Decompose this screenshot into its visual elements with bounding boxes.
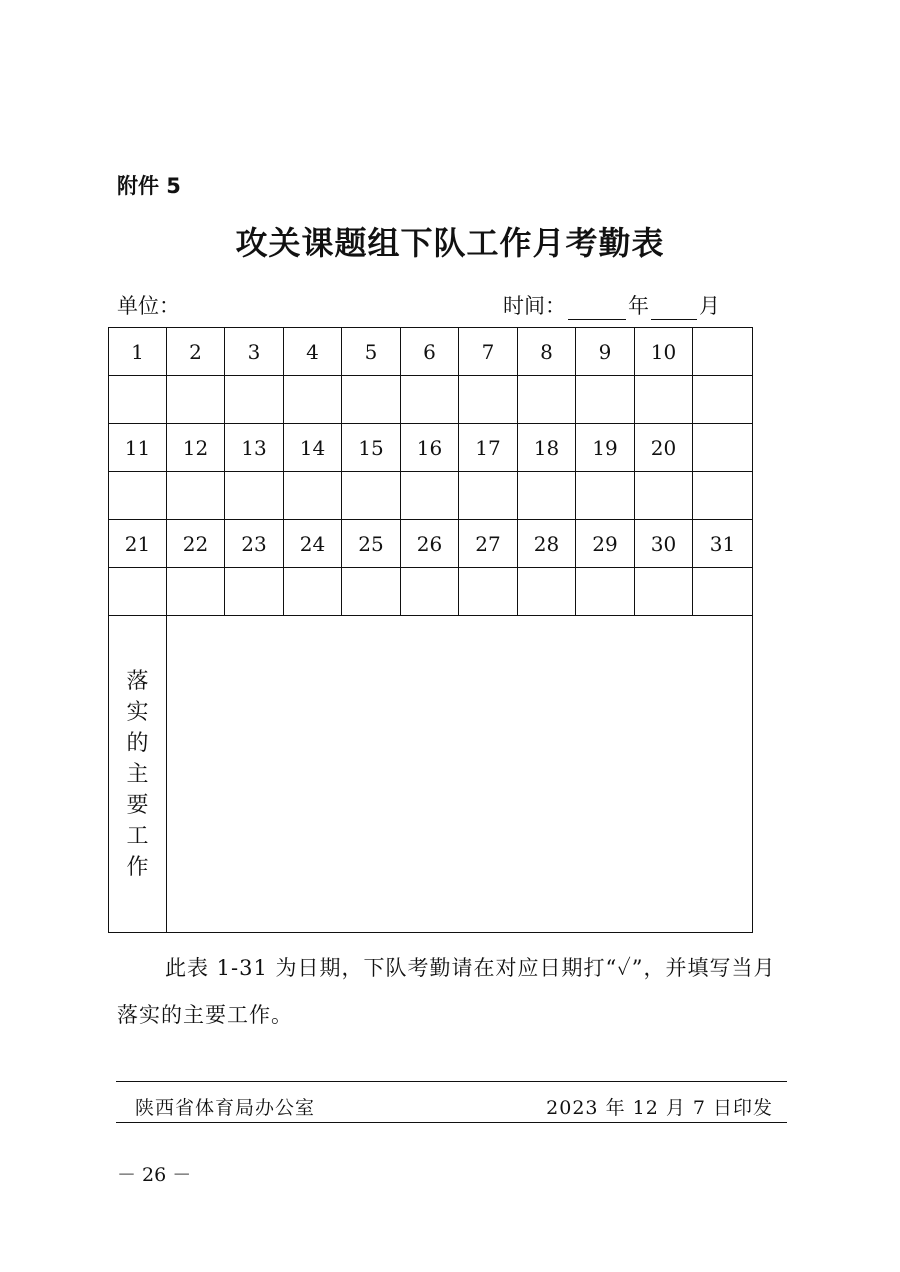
- date-number-cell: 12: [167, 424, 225, 472]
- date-number-cell: 22: [167, 520, 225, 568]
- date-number-cell: 7: [459, 328, 518, 376]
- date-number-row: [109, 520, 753, 568]
- date-number-cell: 4: [284, 328, 342, 376]
- instruction-note: 此表 1-31 为日期，下队考勤请在对应日期打“✓”，并填写当月落实的主要工作。: [117, 956, 776, 1027]
- attendance-check-cell[interactable]: [576, 376, 635, 424]
- attendance-check-cell[interactable]: [459, 376, 518, 424]
- attendance-check-cell[interactable]: [693, 472, 753, 520]
- attendance-check-cell[interactable]: [167, 568, 225, 616]
- attendance-table-body: [109, 328, 753, 933]
- attendance-check-row: [109, 376, 753, 424]
- date-number-cell: 1: [109, 328, 167, 376]
- attendance-check-cell[interactable]: [693, 376, 753, 424]
- work-label-cell: [109, 616, 167, 933]
- date-number-cell: 16: [401, 424, 459, 472]
- attendance-check-cell[interactable]: [225, 568, 284, 616]
- attendance-check-cell[interactable]: [693, 568, 753, 616]
- date-number-cell: 13: [225, 424, 284, 472]
- date-number-cell: 2: [167, 328, 225, 376]
- footer-top-rule: [116, 1081, 787, 1082]
- date-number-cell: 8: [518, 328, 576, 376]
- date-number-row: [109, 424, 753, 472]
- date-number-row: [109, 328, 753, 376]
- time-label: 时间：: [503, 294, 566, 318]
- attendance-check-row: [109, 568, 753, 616]
- attendance-check-cell[interactable]: [518, 568, 576, 616]
- date-number-cell: 3: [225, 328, 284, 376]
- date-number-cell: 27: [459, 520, 518, 568]
- footer-bottom-rule: [116, 1122, 787, 1123]
- date-number-cell: 17: [459, 424, 518, 472]
- month-blank[interactable]: [651, 297, 697, 320]
- attendance-check-cell[interactable]: [225, 472, 284, 520]
- attendance-check-cell[interactable]: [342, 376, 401, 424]
- work-label: 落实的主要工作: [126, 668, 149, 880]
- document-title: 攻关课题组下队工作月考勤表: [235, 224, 665, 262]
- attendance-check-cell[interactable]: [109, 376, 167, 424]
- date-number-cell: 6: [401, 328, 459, 376]
- attendance-check-cell[interactable]: [635, 472, 693, 520]
- attendance-check-cell[interactable]: [518, 376, 576, 424]
- date-number-cell: 10: [635, 328, 693, 376]
- time-field: [503, 290, 720, 320]
- attendance-table: [108, 327, 753, 933]
- date-number-cell: [693, 328, 753, 376]
- date-number-cell: 29: [576, 520, 635, 568]
- work-row: [109, 616, 753, 933]
- attendance-check-cell[interactable]: [401, 376, 459, 424]
- attendance-check-cell[interactable]: [401, 568, 459, 616]
- attendance-check-cell[interactable]: [342, 472, 401, 520]
- date-number-cell: 20: [635, 424, 693, 472]
- date-number-cell: 30: [635, 520, 693, 568]
- year-blank[interactable]: [568, 297, 626, 320]
- date-number-cell: 14: [284, 424, 342, 472]
- page-number: － 26 －: [117, 1164, 192, 1186]
- date-number-cell: [693, 424, 753, 472]
- attachment-label: 附件 5: [117, 174, 181, 198]
- month-label: 月: [699, 294, 720, 318]
- attendance-check-cell[interactable]: [459, 472, 518, 520]
- attendance-check-cell[interactable]: [635, 376, 693, 424]
- date-number-cell: 26: [401, 520, 459, 568]
- issuer: 陕西省体育局办公室: [135, 1097, 316, 1119]
- date-number-cell: 31: [693, 520, 753, 568]
- year-label: 年: [628, 294, 649, 318]
- attendance-check-cell[interactable]: [401, 472, 459, 520]
- issue-date: 2023 年 12 月 7 日印发: [546, 1097, 773, 1119]
- attendance-check-cell[interactable]: [284, 568, 342, 616]
- date-number-cell: 25: [342, 520, 401, 568]
- date-number-cell: 9: [576, 328, 635, 376]
- date-number-cell: 18: [518, 424, 576, 472]
- work-content-cell[interactable]: [167, 616, 753, 933]
- attendance-check-cell[interactable]: [225, 376, 284, 424]
- attendance-check-cell[interactable]: [635, 568, 693, 616]
- attendance-check-cell[interactable]: [167, 376, 225, 424]
- attendance-check-cell[interactable]: [284, 472, 342, 520]
- attendance-check-cell[interactable]: [518, 472, 576, 520]
- unit-label: 单位：: [117, 294, 180, 318]
- date-number-cell: 21: [109, 520, 167, 568]
- date-number-cell: 11: [109, 424, 167, 472]
- date-number-cell: 24: [284, 520, 342, 568]
- date-number-cell: 5: [342, 328, 401, 376]
- date-number-cell: 19: [576, 424, 635, 472]
- date-number-cell: 15: [342, 424, 401, 472]
- attendance-check-cell[interactable]: [459, 568, 518, 616]
- date-number-cell: 23: [225, 520, 284, 568]
- date-number-cell: 28: [518, 520, 576, 568]
- attendance-check-cell[interactable]: [109, 568, 167, 616]
- attendance-check-cell[interactable]: [167, 472, 225, 520]
- attendance-check-cell[interactable]: [576, 568, 635, 616]
- attendance-check-cell[interactable]: [342, 568, 401, 616]
- attendance-check-cell[interactable]: [284, 376, 342, 424]
- attendance-check-row: [109, 472, 753, 520]
- attendance-check-cell[interactable]: [109, 472, 167, 520]
- attendance-check-cell[interactable]: [576, 472, 635, 520]
